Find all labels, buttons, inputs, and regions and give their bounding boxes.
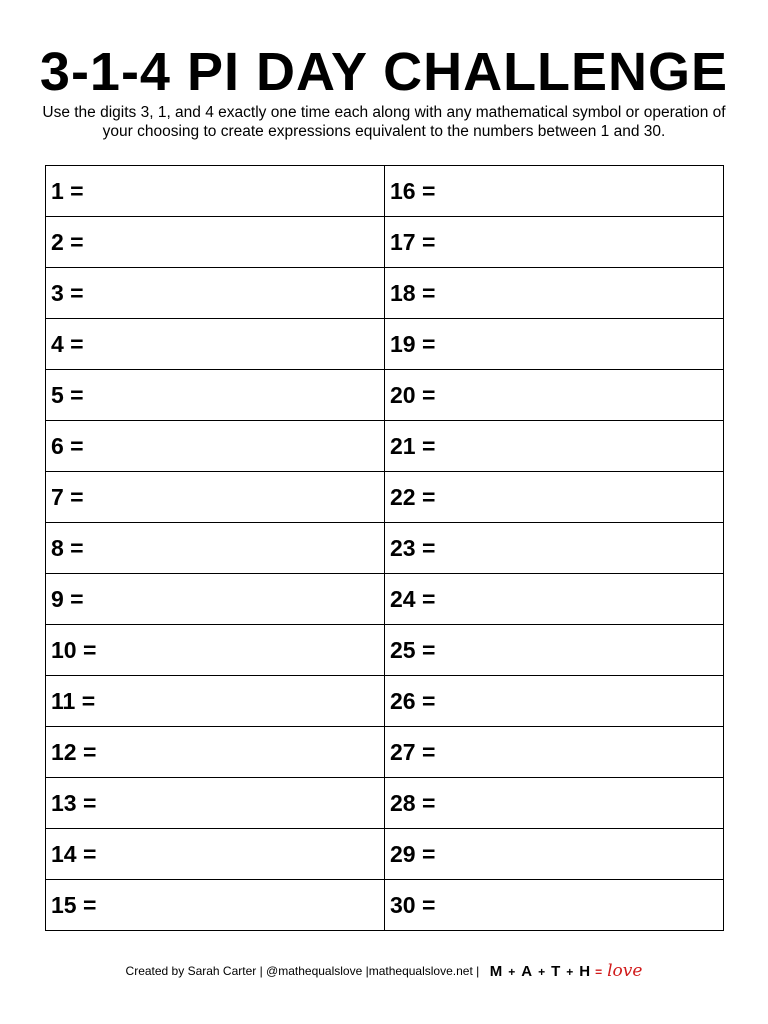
grid-row <box>46 676 724 727</box>
brand-equals: = <box>595 965 604 979</box>
grid-row <box>46 370 724 421</box>
grid-row <box>46 472 724 523</box>
page-title: 3-1-4 PI DAY CHALLENGE <box>39 42 729 102</box>
answer-cell[interactable]: 6 = <box>46 421 385 472</box>
grid-row <box>46 523 724 574</box>
footer <box>0 961 768 981</box>
grid-row <box>46 880 724 931</box>
answer-cell[interactable]: 3 = <box>46 268 385 319</box>
answer-cell[interactable]: 20 = <box>385 370 724 421</box>
brand-letter-t: T <box>551 963 562 980</box>
brand-love-script: love <box>607 961 643 981</box>
instructions-text: Use the digits 3, 1, and 4 exactly one time each along with any mathematical symbol or operation of your choosing to create expressions equivalent to the numbers between 1 and 30. <box>42 104 726 140</box>
answer-cell[interactable]: 23 = <box>385 523 724 574</box>
answer-cell[interactable]: 28 = <box>385 778 724 829</box>
brand-plus: + <box>538 965 547 979</box>
grid-row <box>46 319 724 370</box>
brand-letter-m: M <box>489 963 504 980</box>
grid-row <box>46 268 724 319</box>
answer-cell[interactable]: 4 = <box>46 319 385 370</box>
answer-cell[interactable]: 12 = <box>46 727 385 778</box>
answer-cell[interactable]: 5 = <box>46 370 385 421</box>
answer-cell[interactable]: 26 = <box>385 676 724 727</box>
grid-row <box>46 217 724 268</box>
answer-cell[interactable]: 27 = <box>385 727 724 778</box>
challenge-grid <box>45 165 724 931</box>
grid-row <box>46 778 724 829</box>
grid-row <box>46 625 724 676</box>
brand-letter-h: H <box>579 963 592 980</box>
brand-logo <box>490 961 643 981</box>
grid-row <box>46 421 724 472</box>
answer-cell[interactable]: 13 = <box>46 778 385 829</box>
answer-cell[interactable]: 10 = <box>46 625 385 676</box>
grid-row <box>46 166 724 217</box>
answer-cell[interactable]: 21 = <box>385 421 724 472</box>
answer-cell[interactable]: 25 = <box>385 625 724 676</box>
answer-cell[interactable]: 16 = <box>385 166 724 217</box>
answer-cell[interactable]: 15 = <box>46 880 385 931</box>
answer-cell[interactable]: 2 = <box>46 217 385 268</box>
brand-plus: + <box>508 965 517 979</box>
grid-row <box>46 829 724 880</box>
answer-cell[interactable]: 30 = <box>385 880 724 931</box>
answer-cell[interactable]: 29 = <box>385 829 724 880</box>
brand-letter-a: A <box>521 963 534 980</box>
answer-cell[interactable]: 8 = <box>46 523 385 574</box>
footer-credit: Created by Sarah Carter | @mathequalslove |mathequalslove.net | <box>125 964 480 978</box>
answer-cell[interactable]: 7 = <box>46 472 385 523</box>
answer-cell[interactable]: 24 = <box>385 574 724 625</box>
answer-cell[interactable]: 1 = <box>46 166 385 217</box>
answer-cell[interactable]: 19 = <box>385 319 724 370</box>
answer-cell[interactable]: 22 = <box>385 472 724 523</box>
answer-cell[interactable]: 18 = <box>385 268 724 319</box>
answer-cell[interactable]: 11 = <box>46 676 385 727</box>
answer-cell[interactable]: 14 = <box>46 829 385 880</box>
grid-row <box>46 727 724 778</box>
answer-cell[interactable]: 17 = <box>385 217 724 268</box>
grid-row <box>46 574 724 625</box>
brand-plus: + <box>566 965 575 979</box>
answer-cell[interactable]: 9 = <box>46 574 385 625</box>
